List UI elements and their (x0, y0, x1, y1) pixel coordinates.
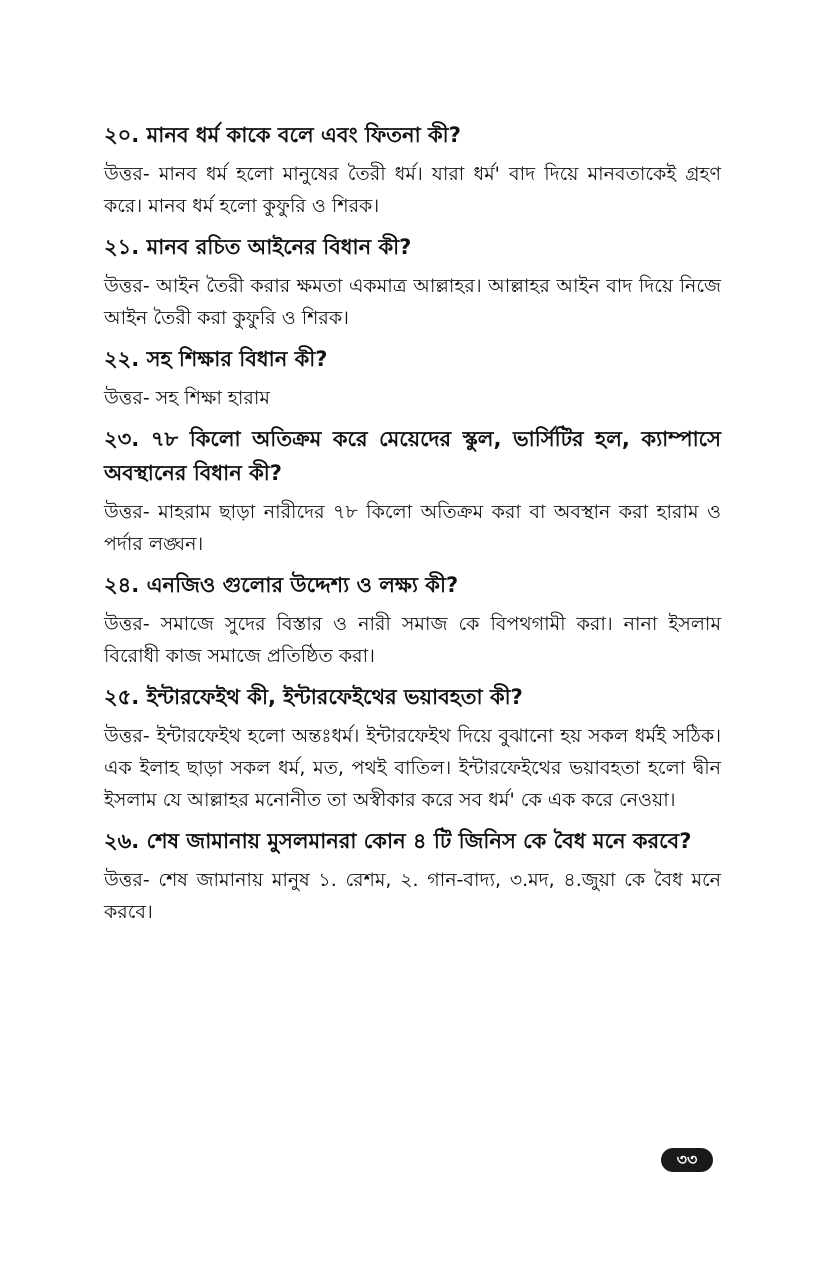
answer-text: উত্তর- ইন্টারফেইথ হলো অন্তঃধর্ম। ইন্টারফেইথ দিয়ে বুঝানো হয় সকল ধর্মই সঠিক। এক ইলাহ ছাড়া সকল ধর্ম, মত, পথই বাতিল। ইন্টারফেইথের ভয়াবহতা হলো দ্বীন ইসলাম যে আল্লাহর মনোনীত তা অস্বীকার করে সব ধর্ম' কে এক করে নেওয়া। (104, 725, 721, 811)
answer-text: উত্তর- আইন তৈরী করার ক্ষমতা একমাত্র আল্লাহর। আল্লাহর আইন বাদ দিয়ে নিজে আইন তৈরী করা কুফুরি ও শিরক। (104, 275, 721, 329)
answer-text: উত্তর- শেষ জামানায় মানুষ ১. রেশম, ২. গান-বাদ্য, ৩.মদ, ৪.জুয়া কে বৈধ মনে করবে। (104, 869, 721, 923)
question-heading: ২১. মানব রচিত আইনের বিধান কী? (104, 235, 412, 259)
question-heading: ২২. সহ শিক্ষার বিধান কী? (104, 347, 328, 371)
page-content (104, 118, 721, 936)
question-heading: ২৬. শেষ জামানায় মুসলমানরা কোন ৪ টি জিনিস কে বৈধ মনে করবে? (104, 829, 692, 853)
qa-item-22 (104, 342, 721, 414)
qa-item-23 (104, 422, 721, 560)
qa-item-25 (104, 680, 721, 816)
answer-text: উত্তর- মানব ধর্ম হলো মানুষের তৈরী ধর্ম। যারা ধর্ম' বাদ দিয়ে মানবতাকেই গ্রহণ করে। মানব ধর্ম হলো কুফুরি ও শিরক। (104, 163, 721, 217)
answer-text: উত্তর- সহ শিক্ষা হারাম (104, 387, 270, 409)
qa-item-24 (104, 568, 721, 672)
qa-item-21 (104, 230, 721, 334)
answer-text: উত্তর- সমাজে সুদের বিস্তার ও নারী সমাজ কে বিপথগামী করা। নানা ইসলাম বিরোধী কাজ সমাজে প্রতিষ্ঠিত করা। (104, 613, 721, 667)
qa-item-20 (104, 118, 721, 222)
question-heading: ২৪. এনজিও গুলোর উদ্দেশ্য ও লক্ষ্য কী? (104, 573, 459, 597)
question-heading: ২৩. ৭৮ কিলো অতিক্রম করে মেয়েদের স্কুল, ভার্সিটির হল, ক্যাম্পাসে অবস্থানের বিধান কী? (104, 427, 721, 485)
qa-item-26 (104, 824, 721, 928)
page-number-badge: ৩৩ (661, 1148, 713, 1172)
question-heading: ২৫. ইন্টারফেইথ কী, ইন্টারফেইথের ভয়াবহতা কী? (104, 685, 523, 709)
question-heading: ২০. মানব ধর্ম কাকে বলে এবং ফিতনা কী? (104, 123, 461, 147)
answer-text: উত্তর- মাহরাম ছাড়া নারীদের ৭৮ কিলো অতিক্রম করা বা অবস্থান করা হারাম ও পর্দার লঙ্ঘন। (104, 501, 721, 555)
